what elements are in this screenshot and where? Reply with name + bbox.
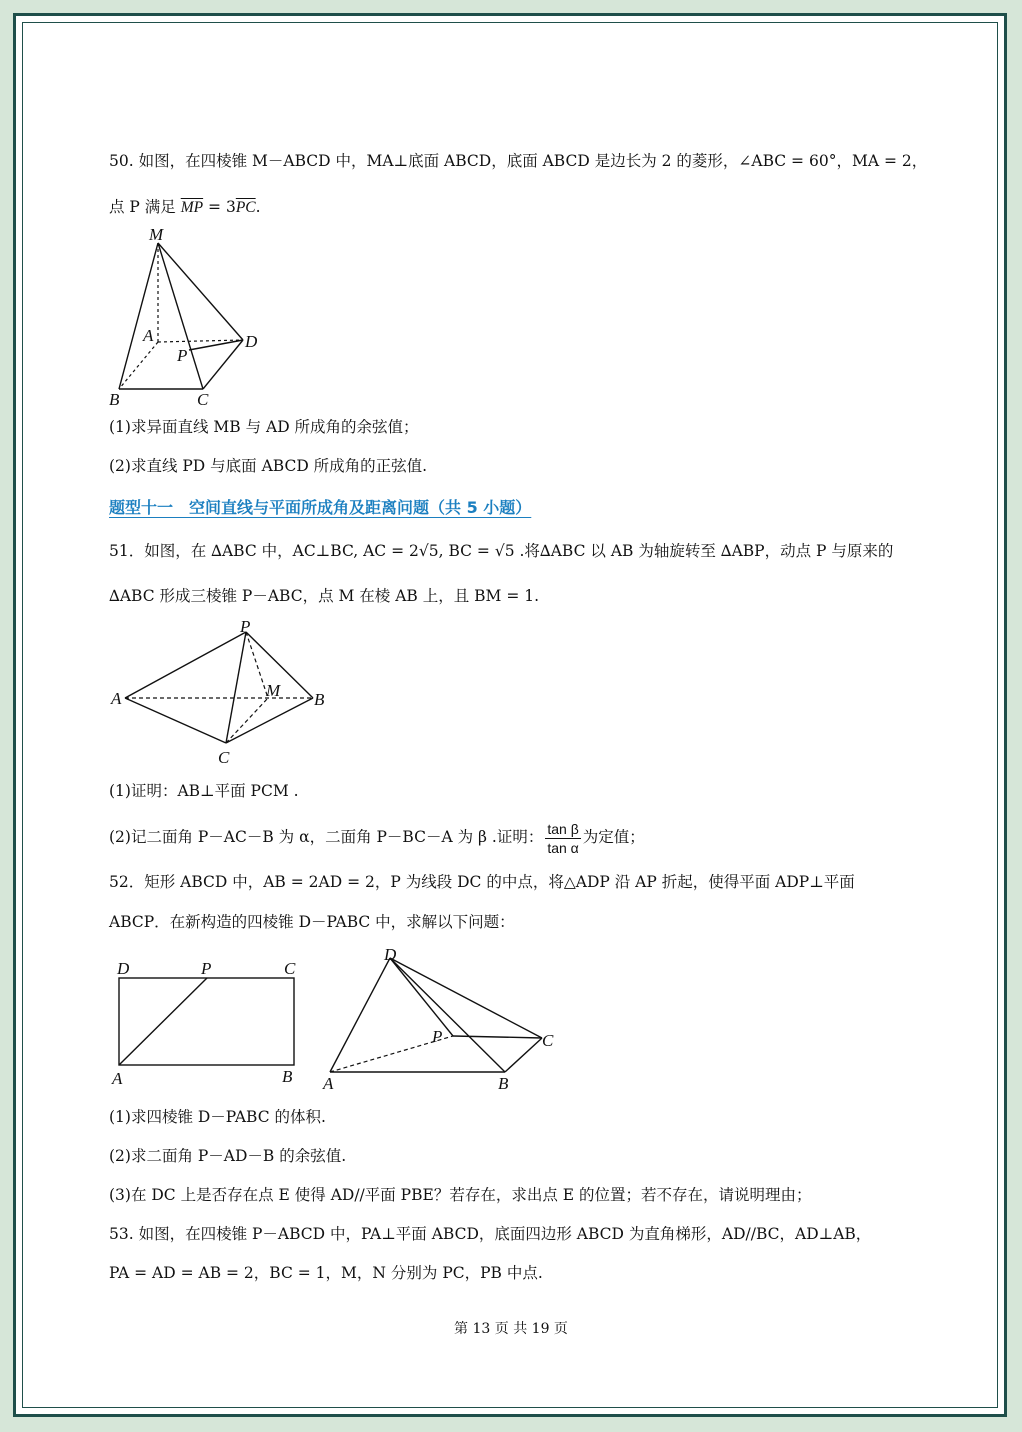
q50-line2-mid: = 3 (203, 198, 236, 216)
vector-pc: $\overline{PC}$ (235, 199, 256, 216)
label-c: C (542, 1031, 554, 1050)
q50-line2-pre: 点 P 满足 (109, 198, 181, 216)
segment-ap (119, 978, 207, 1065)
q52-line1: 52．矩形 ABCD 中，AB = 2AD = 2，P 为线段 DC 的中点，将△ADP 沿 AP 折起，使得平面 ADP⊥平面 (109, 873, 855, 891)
q50-line2-post: . (255, 198, 261, 216)
edge-db (390, 958, 505, 1072)
label-b: B (498, 1074, 509, 1093)
q50-pyramid-figure (105, 225, 265, 409)
edge-cd (203, 340, 243, 389)
q50-sub1: (1)求异面直线 MB 与 AD 所成角的余弦值； (109, 418, 419, 436)
q51-sub1: (1)证明：AB⊥平面 PCM . (109, 782, 299, 800)
label-p: P (177, 346, 188, 365)
edge-pa (125, 632, 246, 698)
label-m: M (266, 681, 281, 700)
label-d: D (245, 332, 258, 351)
label-b: B (109, 390, 120, 409)
label-p: P (432, 1027, 443, 1046)
label-d: D (117, 959, 130, 978)
q51-sub2-post: 为定值； (582, 828, 645, 846)
label-p: P (240, 617, 251, 636)
q52-line2: ABCP．在新构造的四棱锥 D－PABC 中，求解以下问题： (109, 913, 515, 931)
label-p: P (201, 959, 212, 978)
q53-line1: 53. 如图，在四棱锥 P－ABCD 中，PA⊥平面 ABCD，底面四边形 ABCD 为直角梯形，AD//BC，AD⊥AB， (109, 1225, 872, 1243)
label-a: A (112, 1069, 123, 1088)
label-d: D (384, 945, 397, 964)
q51-sub2-pre: (2)记二面角 P－AC－B 为 α，二面角 P－BC－A 为 β .证明： (109, 828, 544, 846)
vector-mp: $\overline{MP}$ (180, 199, 204, 216)
label-a: A (111, 689, 122, 708)
tan-ratio-fraction (545, 820, 580, 857)
q53-line2: PA = AD = AB = 2，BC = 1，M，N 分别为 PC，PB 中点. (109, 1264, 543, 1282)
q52-sub3: (3)在 DC 上是否存在点 E 使得 AD//平面 PBE？若存在，求出点 E 的位置；若不存在，请说明理由； (109, 1186, 812, 1204)
edge-da (330, 958, 390, 1072)
fraction-denominator: tan α (547, 839, 579, 856)
edge-dp (390, 958, 453, 1036)
q50-line1: 50. 如图，在四棱锥 M－ABCD 中，MA⊥底面 ABCD，底面 ABCD 是边长为 2 的菱形，∠ABC = 60°，MA = 2， (109, 152, 928, 170)
edge-pd (189, 340, 243, 350)
edge-md (158, 243, 243, 340)
label-a: A (143, 326, 154, 345)
q52-sub2: (2)求二面角 P－AD－B 的余弦值. (109, 1147, 347, 1165)
page-footer: 第 13 页 共 19 页 (454, 1321, 568, 1337)
label-c: C (197, 390, 209, 409)
edge-mb (119, 243, 158, 389)
section-heading: 题型十一 空间直线与平面所成角及距离问题（共 5 小题） (109, 498, 532, 517)
label-c: C (218, 748, 230, 767)
label-b: B (282, 1067, 293, 1086)
q51-line1: 51．如图，在 ∆ABC 中，AC⊥BC, AC = 2√5, BC = √5 .将∆ABC 以 AB 为轴旋转至 ∆ABP，动点 P 与原来的 (109, 542, 894, 560)
edge-pc (453, 1036, 542, 1038)
edge-bc (505, 1038, 542, 1072)
edge-pc (226, 632, 246, 743)
rect-abcd (119, 978, 294, 1065)
label-b: B (314, 690, 325, 709)
edge-ac (125, 698, 226, 743)
label-m: M (149, 225, 164, 244)
q50-line2 (109, 197, 261, 218)
q51-sub2 (109, 818, 645, 857)
label-c: C (284, 959, 296, 978)
q50-sub2: (2)求直线 PD 与底面 ABCD 所成角的正弦值. (109, 457, 428, 475)
q51-tetrahedron-figure (108, 618, 338, 768)
fraction-numerator: tan β (547, 820, 579, 837)
q52-rectangle-figure (108, 952, 318, 1092)
label-a: A (323, 1074, 334, 1093)
edge-mc (158, 243, 203, 389)
edge-cb (226, 698, 313, 743)
q52-folded-pyramid-figure (320, 940, 570, 1093)
q52-sub1: (1)求四棱锥 D－PABC 的体积. (109, 1108, 326, 1126)
q51-line2: ∆ABC 形成三棱锥 P－ABC，点 M 在棱 AB 上，且 BM = 1. (109, 587, 540, 605)
edge-dc (390, 958, 542, 1038)
